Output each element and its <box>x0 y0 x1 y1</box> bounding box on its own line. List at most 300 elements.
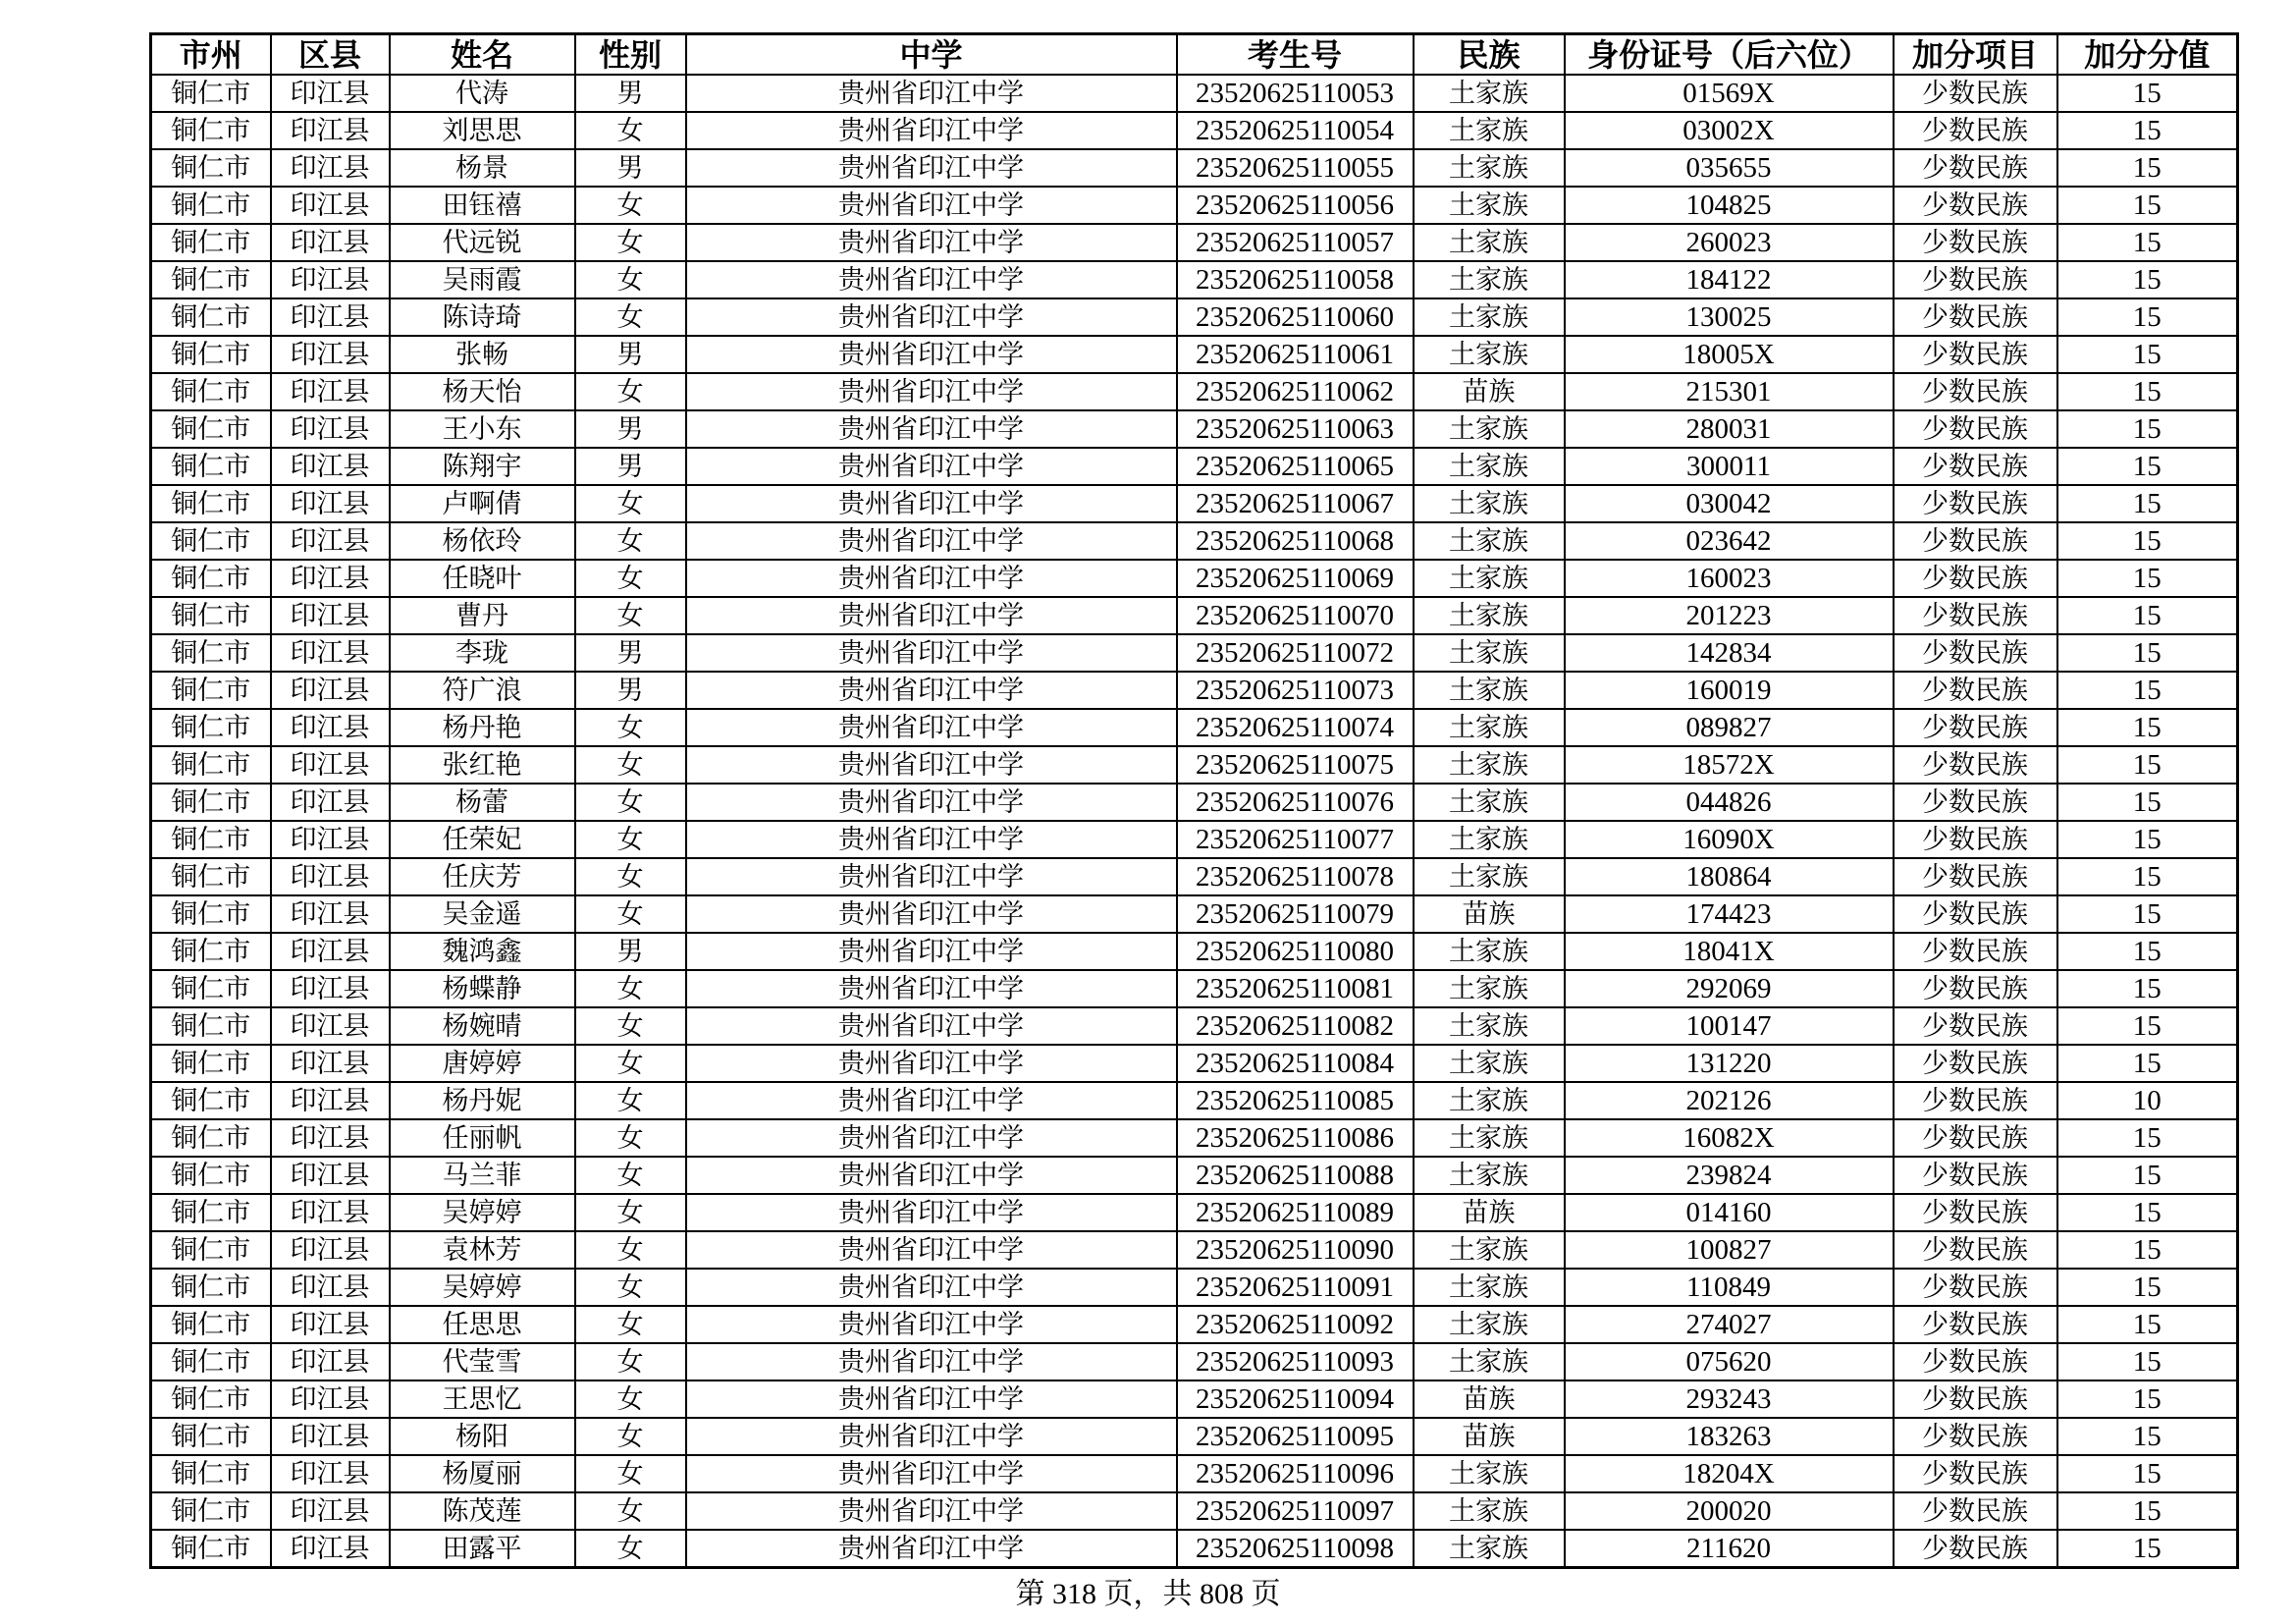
cell-city: 铜仁市 <box>151 261 271 298</box>
cell-bonus-value: 15 <box>2057 1269 2238 1306</box>
cell-gender: 女 <box>575 187 686 224</box>
cell-name: 杨天怡 <box>390 373 575 410</box>
header-county: 区县 <box>271 34 390 76</box>
cell-exam-number: 23520625110054 <box>1177 112 1414 149</box>
cell-bonus-item: 少数民族 <box>1894 1269 2057 1306</box>
cell-bonus-value: 15 <box>2057 224 2238 261</box>
cell-ethnicity: 土家族 <box>1414 1530 1565 1568</box>
cell-school: 贵州省印江中学 <box>686 560 1177 597</box>
cell-ethnicity: 土家族 <box>1414 933 1565 970</box>
cell-name: 吴婷婷 <box>390 1194 575 1231</box>
cell-city: 铜仁市 <box>151 634 271 672</box>
cell-county: 印江县 <box>271 560 390 597</box>
cell-ethnicity: 土家族 <box>1414 224 1565 261</box>
cell-city: 铜仁市 <box>151 187 271 224</box>
table-row <box>151 709 2238 746</box>
cell-school: 贵州省印江中学 <box>686 1007 1177 1045</box>
cell-city: 铜仁市 <box>151 1007 271 1045</box>
cell-city: 铜仁市 <box>151 1269 271 1306</box>
cell-bonus-item: 少数民族 <box>1894 336 2057 373</box>
cell-bonus-item: 少数民族 <box>1894 187 2057 224</box>
cell-bonus-value: 15 <box>2057 821 2238 858</box>
cell-exam-number: 23520625110058 <box>1177 261 1414 298</box>
cell-school: 贵州省印江中学 <box>686 1082 1177 1119</box>
cell-bonus-item: 少数民族 <box>1894 970 2057 1007</box>
cell-exam-number: 23520625110094 <box>1177 1380 1414 1418</box>
cell-bonus-item: 少数民族 <box>1894 298 2057 336</box>
table-row <box>151 1343 2238 1380</box>
cell-gender: 女 <box>575 1045 686 1082</box>
cell-id-last-six: 110849 <box>1565 1269 1894 1306</box>
table-row <box>151 672 2238 709</box>
cell-ethnicity: 土家族 <box>1414 149 1565 187</box>
cell-bonus-value: 15 <box>2057 1343 2238 1380</box>
cell-school: 贵州省印江中学 <box>686 1380 1177 1418</box>
cell-county: 印江县 <box>271 784 390 821</box>
cell-gender: 男 <box>575 410 686 448</box>
table-row <box>151 522 2238 560</box>
cell-city: 铜仁市 <box>151 1455 271 1492</box>
cell-bonus-item: 少数民族 <box>1894 149 2057 187</box>
cell-city: 铜仁市 <box>151 1231 271 1269</box>
cell-gender: 女 <box>575 560 686 597</box>
cell-bonus-item: 少数民族 <box>1894 485 2057 522</box>
cell-name: 袁林芳 <box>390 1231 575 1269</box>
table-row <box>151 1007 2238 1045</box>
cell-bonus-value: 15 <box>2057 933 2238 970</box>
cell-exam-number: 23520625110086 <box>1177 1119 1414 1157</box>
cell-city: 铜仁市 <box>151 112 271 149</box>
cell-bonus-value: 15 <box>2057 373 2238 410</box>
cell-id-last-six: 200020 <box>1565 1492 1894 1530</box>
cell-bonus-value: 15 <box>2057 1231 2238 1269</box>
cell-city: 铜仁市 <box>151 485 271 522</box>
cell-name: 任荣妃 <box>390 821 575 858</box>
cell-bonus-value: 15 <box>2057 1045 2238 1082</box>
cell-name: 符广浪 <box>390 672 575 709</box>
cell-exam-number: 23520625110061 <box>1177 336 1414 373</box>
cell-name: 陈翔宇 <box>390 448 575 485</box>
cell-ethnicity: 苗族 <box>1414 373 1565 410</box>
cell-school: 贵州省印江中学 <box>686 1119 1177 1157</box>
cell-county: 印江县 <box>271 261 390 298</box>
cell-name: 代远锐 <box>390 224 575 261</box>
cell-ethnicity: 土家族 <box>1414 75 1565 112</box>
cell-gender: 女 <box>575 1418 686 1455</box>
cell-bonus-value: 15 <box>2057 410 2238 448</box>
cell-name: 杨厦丽 <box>390 1455 575 1492</box>
table-row <box>151 149 2238 187</box>
cell-bonus-value: 15 <box>2057 149 2238 187</box>
cell-bonus-value: 15 <box>2057 1157 2238 1194</box>
cell-city: 铜仁市 <box>151 895 271 933</box>
cell-bonus-value: 15 <box>2057 1119 2238 1157</box>
cell-exam-number: 23520625110085 <box>1177 1082 1414 1119</box>
table-row <box>151 784 2238 821</box>
table-row <box>151 560 2238 597</box>
cell-city: 铜仁市 <box>151 410 271 448</box>
cell-ethnicity: 土家族 <box>1414 821 1565 858</box>
table-row <box>151 933 2238 970</box>
cell-gender: 女 <box>575 112 686 149</box>
cell-school: 贵州省印江中学 <box>686 224 1177 261</box>
cell-exam-number: 23520625110081 <box>1177 970 1414 1007</box>
cell-county: 印江县 <box>271 597 390 634</box>
cell-city: 铜仁市 <box>151 1119 271 1157</box>
cell-exam-number: 23520625110098 <box>1177 1530 1414 1568</box>
cell-exam-number: 23520625110082 <box>1177 1007 1414 1045</box>
cell-school: 贵州省印江中学 <box>686 373 1177 410</box>
cell-bonus-item: 少数民族 <box>1894 1119 2057 1157</box>
cell-exam-number: 23520625110062 <box>1177 373 1414 410</box>
cell-school: 贵州省印江中学 <box>686 895 1177 933</box>
cell-id-last-six: 131220 <box>1565 1045 1894 1082</box>
cell-school: 贵州省印江中学 <box>686 149 1177 187</box>
cell-id-last-six: 174423 <box>1565 895 1894 933</box>
cell-bonus-value: 15 <box>2057 1380 2238 1418</box>
cell-gender: 女 <box>575 709 686 746</box>
cell-city: 铜仁市 <box>151 1194 271 1231</box>
cell-city: 铜仁市 <box>151 1045 271 1082</box>
cell-exam-number: 23520625110089 <box>1177 1194 1414 1231</box>
cell-bonus-item: 少数民族 <box>1894 75 2057 112</box>
cell-school: 贵州省印江中学 <box>686 1530 1177 1568</box>
cell-name: 任晓叶 <box>390 560 575 597</box>
cell-ethnicity: 土家族 <box>1414 1455 1565 1492</box>
cell-bonus-item: 少数民族 <box>1894 1194 2057 1231</box>
header-bonus-item: 加分项目 <box>1894 34 2057 76</box>
cell-county: 印江县 <box>271 522 390 560</box>
cell-id-last-six: 202126 <box>1565 1082 1894 1119</box>
cell-gender: 女 <box>575 1530 686 1568</box>
cell-name: 任庆芳 <box>390 858 575 895</box>
cell-school: 贵州省印江中学 <box>686 1269 1177 1306</box>
cell-exam-number: 23520625110073 <box>1177 672 1414 709</box>
cell-ethnicity: 土家族 <box>1414 448 1565 485</box>
cell-bonus-value: 15 <box>2057 112 2238 149</box>
cell-bonus-value: 15 <box>2057 634 2238 672</box>
cell-school: 贵州省印江中学 <box>686 1045 1177 1082</box>
cell-city: 铜仁市 <box>151 1418 271 1455</box>
cell-county: 印江县 <box>271 933 390 970</box>
cell-id-last-six: 142834 <box>1565 634 1894 672</box>
cell-school: 贵州省印江中学 <box>686 858 1177 895</box>
cell-bonus-value: 10 <box>2057 1082 2238 1119</box>
cell-gender: 男 <box>575 336 686 373</box>
cell-bonus-item: 少数民族 <box>1894 895 2057 933</box>
cell-id-last-six: 16082X <box>1565 1119 1894 1157</box>
cell-gender: 女 <box>575 784 686 821</box>
cell-school: 贵州省印江中学 <box>686 672 1177 709</box>
cell-school: 贵州省印江中学 <box>686 746 1177 784</box>
cell-bonus-value: 15 <box>2057 1194 2238 1231</box>
cell-name: 刘思思 <box>390 112 575 149</box>
cell-name: 田露平 <box>390 1530 575 1568</box>
cell-gender: 男 <box>575 634 686 672</box>
cell-gender: 女 <box>575 1082 686 1119</box>
table-row <box>151 1455 2238 1492</box>
cell-exam-number: 23520625110056 <box>1177 187 1414 224</box>
cell-city: 铜仁市 <box>151 1157 271 1194</box>
table-row <box>151 336 2238 373</box>
cell-bonus-value: 15 <box>2057 1530 2238 1568</box>
cell-id-last-six: 18572X <box>1565 746 1894 784</box>
cell-county: 印江县 <box>271 858 390 895</box>
cell-bonus-value: 15 <box>2057 672 2238 709</box>
cell-exam-number: 23520625110074 <box>1177 709 1414 746</box>
cell-bonus-item: 少数民族 <box>1894 1418 2057 1455</box>
header-ethnicity: 民族 <box>1414 34 1565 76</box>
cell-id-last-six: 211620 <box>1565 1530 1894 1568</box>
cell-county: 印江县 <box>271 1530 390 1568</box>
header-gender: 性别 <box>575 34 686 76</box>
cell-gender: 女 <box>575 970 686 1007</box>
cell-city: 铜仁市 <box>151 149 271 187</box>
table-row <box>151 75 2238 112</box>
cell-gender: 女 <box>575 1492 686 1530</box>
cell-school: 贵州省印江中学 <box>686 336 1177 373</box>
cell-city: 铜仁市 <box>151 970 271 1007</box>
cell-bonus-value: 15 <box>2057 560 2238 597</box>
cell-bonus-item: 少数民族 <box>1894 672 2057 709</box>
cell-gender: 女 <box>575 1157 686 1194</box>
cell-id-last-six: 18005X <box>1565 336 1894 373</box>
cell-school: 贵州省印江中学 <box>686 112 1177 149</box>
cell-city: 铜仁市 <box>151 821 271 858</box>
page-number: 第 318 页，共 808 页 <box>1015 1578 1281 1610</box>
cell-name: 曹丹 <box>390 597 575 634</box>
cell-city: 铜仁市 <box>151 560 271 597</box>
cell-gender: 男 <box>575 75 686 112</box>
cell-bonus-item: 少数民族 <box>1894 1082 2057 1119</box>
cell-school: 贵州省印江中学 <box>686 1194 1177 1231</box>
cell-exam-number: 23520625110065 <box>1177 448 1414 485</box>
cell-city: 铜仁市 <box>151 224 271 261</box>
table-row <box>151 597 2238 634</box>
table-row <box>151 1418 2238 1455</box>
cell-bonus-item: 少数民族 <box>1894 1530 2057 1568</box>
cell-school: 贵州省印江中学 <box>686 970 1177 1007</box>
cell-ethnicity: 土家族 <box>1414 746 1565 784</box>
cell-school: 贵州省印江中学 <box>686 634 1177 672</box>
cell-bonus-item: 少数民族 <box>1894 522 2057 560</box>
cell-id-last-six: 201223 <box>1565 597 1894 634</box>
cell-ethnicity: 土家族 <box>1414 1082 1565 1119</box>
cell-school: 贵州省印江中学 <box>686 1157 1177 1194</box>
cell-school: 贵州省印江中学 <box>686 1418 1177 1455</box>
cell-bonus-item: 少数民族 <box>1894 112 2057 149</box>
cell-bonus-item: 少数民族 <box>1894 1343 2057 1380</box>
cell-name: 张红艳 <box>390 746 575 784</box>
cell-city: 铜仁市 <box>151 75 271 112</box>
cell-ethnicity: 土家族 <box>1414 261 1565 298</box>
cell-ethnicity: 土家族 <box>1414 1157 1565 1194</box>
table-row <box>151 858 2238 895</box>
cell-county: 印江县 <box>271 1045 390 1082</box>
cell-county: 印江县 <box>271 634 390 672</box>
cell-bonus-item: 少数民族 <box>1894 634 2057 672</box>
cell-bonus-value: 15 <box>2057 522 2238 560</box>
cell-city: 铜仁市 <box>151 746 271 784</box>
cell-bonus-value: 15 <box>2057 448 2238 485</box>
cell-bonus-item: 少数民族 <box>1894 560 2057 597</box>
cell-city: 铜仁市 <box>151 1082 271 1119</box>
cell-school: 贵州省印江中学 <box>686 448 1177 485</box>
cell-county: 印江县 <box>271 149 390 187</box>
cell-gender: 男 <box>575 448 686 485</box>
table-row <box>151 1119 2238 1157</box>
cell-ethnicity: 土家族 <box>1414 1306 1565 1343</box>
cell-ethnicity: 土家族 <box>1414 597 1565 634</box>
cell-name: 任思思 <box>390 1306 575 1343</box>
cell-ethnicity: 土家族 <box>1414 1231 1565 1269</box>
header-school: 中学 <box>686 34 1177 76</box>
cell-name: 魏鸿鑫 <box>390 933 575 970</box>
cell-name: 吴金遥 <box>390 895 575 933</box>
cell-id-last-six: 274027 <box>1565 1306 1894 1343</box>
cell-ethnicity: 土家族 <box>1414 634 1565 672</box>
cell-school: 贵州省印江中学 <box>686 1492 1177 1530</box>
cell-gender: 女 <box>575 1343 686 1380</box>
cell-ethnicity: 土家族 <box>1414 485 1565 522</box>
cell-ethnicity: 土家族 <box>1414 522 1565 560</box>
cell-name: 唐婷婷 <box>390 1045 575 1082</box>
cell-gender: 女 <box>575 1455 686 1492</box>
table-row <box>151 1269 2238 1306</box>
cell-name: 陈诗琦 <box>390 298 575 336</box>
cell-bonus-value: 15 <box>2057 1455 2238 1492</box>
cell-county: 印江县 <box>271 970 390 1007</box>
cell-county: 印江县 <box>271 1418 390 1455</box>
cell-bonus-value: 15 <box>2057 784 2238 821</box>
cell-name: 李珑 <box>390 634 575 672</box>
cell-school: 贵州省印江中学 <box>686 1455 1177 1492</box>
cell-name: 吴雨霞 <box>390 261 575 298</box>
cell-id-last-six: 104825 <box>1565 187 1894 224</box>
cell-id-last-six: 089827 <box>1565 709 1894 746</box>
cell-bonus-item: 少数民族 <box>1894 1007 2057 1045</box>
cell-bonus-item: 少数民族 <box>1894 261 2057 298</box>
cell-gender: 女 <box>575 224 686 261</box>
table-row <box>151 895 2238 933</box>
table-row <box>151 746 2238 784</box>
cell-gender: 女 <box>575 895 686 933</box>
table-row <box>151 112 2238 149</box>
table-body <box>151 75 2238 1568</box>
cell-name: 王小东 <box>390 410 575 448</box>
cell-id-last-six: 215301 <box>1565 373 1894 410</box>
cell-ethnicity: 土家族 <box>1414 1343 1565 1380</box>
cell-name: 杨丹妮 <box>390 1082 575 1119</box>
cell-ethnicity: 土家族 <box>1414 1119 1565 1157</box>
cell-id-last-six: 16090X <box>1565 821 1894 858</box>
cell-bonus-item: 少数民族 <box>1894 448 2057 485</box>
cell-county: 印江县 <box>271 187 390 224</box>
cell-gender: 男 <box>575 933 686 970</box>
bonus-points-table <box>149 32 2239 1569</box>
cell-school: 贵州省印江中学 <box>686 933 1177 970</box>
cell-city: 铜仁市 <box>151 448 271 485</box>
cell-bonus-item: 少数民族 <box>1894 373 2057 410</box>
cell-name: 马兰菲 <box>390 1157 575 1194</box>
cell-id-last-six: 183263 <box>1565 1418 1894 1455</box>
cell-county: 印江县 <box>271 746 390 784</box>
cell-exam-number: 23520625110084 <box>1177 1045 1414 1082</box>
table-row <box>151 634 2238 672</box>
cell-bonus-value: 15 <box>2057 858 2238 895</box>
cell-gender: 女 <box>575 821 686 858</box>
cell-gender: 女 <box>575 597 686 634</box>
cell-id-last-six: 160023 <box>1565 560 1894 597</box>
cell-bonus-value: 15 <box>2057 336 2238 373</box>
cell-name: 杨阳 <box>390 1418 575 1455</box>
table-row <box>151 1082 2238 1119</box>
cell-bonus-value: 15 <box>2057 746 2238 784</box>
cell-city: 铜仁市 <box>151 373 271 410</box>
cell-bonus-value: 15 <box>2057 1418 2238 1455</box>
cell-bonus-item: 少数民族 <box>1894 1231 2057 1269</box>
cell-gender: 女 <box>575 1306 686 1343</box>
cell-gender: 女 <box>575 373 686 410</box>
cell-id-last-six: 023642 <box>1565 522 1894 560</box>
cell-name: 代涛 <box>390 75 575 112</box>
cell-county: 印江县 <box>271 1082 390 1119</box>
cell-county: 印江县 <box>271 410 390 448</box>
cell-name: 田钰禧 <box>390 187 575 224</box>
cell-name: 张畅 <box>390 336 575 373</box>
cell-school: 贵州省印江中学 <box>686 298 1177 336</box>
cell-name: 任丽帆 <box>390 1119 575 1157</box>
cell-exam-number: 23520625110055 <box>1177 149 1414 187</box>
cell-gender: 女 <box>575 1007 686 1045</box>
cell-county: 印江县 <box>271 224 390 261</box>
cell-exam-number: 23520625110079 <box>1177 895 1414 933</box>
cell-county: 印江县 <box>271 895 390 933</box>
cell-exam-number: 23520625110093 <box>1177 1343 1414 1380</box>
cell-county: 印江县 <box>271 112 390 149</box>
cell-id-last-six: 292069 <box>1565 970 1894 1007</box>
cell-county: 印江县 <box>271 1455 390 1492</box>
cell-name: 杨依玲 <box>390 522 575 560</box>
cell-bonus-value: 15 <box>2057 1306 2238 1343</box>
cell-id-last-six: 293243 <box>1565 1380 1894 1418</box>
table-row <box>151 970 2238 1007</box>
header-name: 姓名 <box>390 34 575 76</box>
cell-exam-number: 23520625110063 <box>1177 410 1414 448</box>
cell-exam-number: 23520625110067 <box>1177 485 1414 522</box>
cell-bonus-value: 15 <box>2057 298 2238 336</box>
table-row <box>151 261 2238 298</box>
table-row <box>151 1380 2238 1418</box>
cell-gender: 女 <box>575 1194 686 1231</box>
cell-name: 代莹雪 <box>390 1343 575 1380</box>
cell-school: 贵州省印江中学 <box>686 261 1177 298</box>
cell-bonus-value: 15 <box>2057 75 2238 112</box>
cell-bonus-value: 15 <box>2057 597 2238 634</box>
cell-bonus-item: 少数民族 <box>1894 410 2057 448</box>
cell-bonus-item: 少数民族 <box>1894 746 2057 784</box>
cell-gender: 女 <box>575 485 686 522</box>
cell-bonus-item: 少数民族 <box>1894 1492 2057 1530</box>
cell-exam-number: 23520625110076 <box>1177 784 1414 821</box>
table-row <box>151 1157 2238 1194</box>
cell-ethnicity: 土家族 <box>1414 970 1565 1007</box>
cell-ethnicity: 苗族 <box>1414 1194 1565 1231</box>
cell-county: 印江县 <box>271 1157 390 1194</box>
cell-county: 印江县 <box>271 75 390 112</box>
cell-school: 贵州省印江中学 <box>686 1343 1177 1380</box>
cell-ethnicity: 土家族 <box>1414 336 1565 373</box>
